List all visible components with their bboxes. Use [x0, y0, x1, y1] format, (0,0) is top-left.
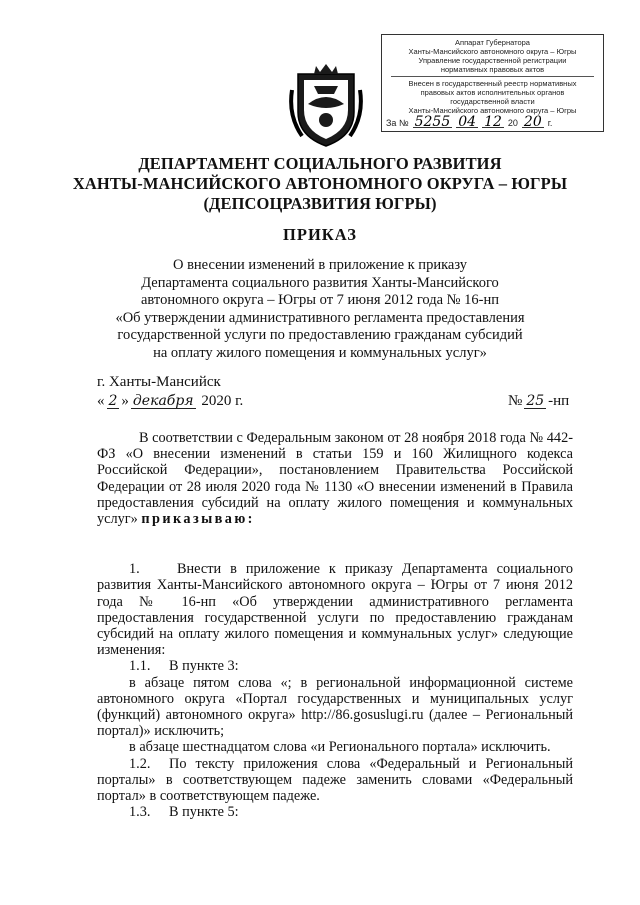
stamp-reg-year: 20 — [523, 114, 542, 130]
item-1-2-paragraph — [97, 756, 573, 805]
org-line: ДЕПАРТАМЕНТ СОЦИАЛЬНОГО РАЗВИТИЯ — [138, 154, 502, 173]
document-subject — [60, 257, 580, 363]
subject-line: автономного округа – Югры от 7 июня 2012 года № 16-нп — [141, 292, 499, 309]
document-type: ПРИКАЗ — [283, 225, 357, 244]
item-1-2-text: По тексту приложения слова «Федеральный и Региональный порталы» в соответствующем падеже заменить словами «Федеральный портал» в соответствующем падеже. — [97, 755, 573, 805]
date-close-quote: » — [121, 393, 129, 409]
item-1-1-paragraph — [97, 658, 573, 674]
stamp-reg-number: 5255 — [414, 114, 451, 130]
date-open-quote: « — [97, 393, 105, 409]
document-body — [97, 430, 573, 820]
stamp-reg-suffix: г. — [547, 118, 553, 128]
item-1-3-text: В пункте 5: — [169, 804, 239, 821]
stamp-registration-line — [386, 114, 553, 130]
spacer — [97, 544, 573, 561]
preamble-text: В соответствии с Федеральным законом от 28 ноября 2018 года № 442-ФЗ «О внесении изменений в статьи 159 и 160 Жилищного кодекса Российской Федерации», постановлением Правительства Российской Федерации от 28 июля 2020 года № 1130 «О внесении изменений в Правила предоставления субсидий на оплату жилого помещения и коммунальных услуг» — [97, 430, 573, 528]
item-1-2-number: 1.2. — [129, 755, 151, 772]
number-suffix: -нп — [548, 393, 570, 409]
document-date — [97, 393, 243, 410]
subject-line: Департамента социального развития Ханты-Мансийского — [141, 274, 499, 291]
stamp-reg-year-prefix: 20 — [507, 118, 518, 128]
coat-of-arms-icon — [284, 60, 368, 152]
item-1-1-subparagraph: в абзаце пятом слова «; в региональной информационной системе автономного округа «Портал государственных и муниципальных услуг (функций) автономного округа» http://86.gosuslugi.ru (далее – Региональный портал)» исключить; — [97, 674, 573, 740]
spacer — [97, 527, 573, 544]
subject-line: «Об утверждении административного регламента предоставления — [115, 309, 525, 326]
stamp-line: Управление государственной регистрации — [418, 56, 567, 65]
stamp-line: Ханты-Мансийского автономного округа – Югры — [408, 106, 577, 115]
stamp-line: нормативных правовых актов — [440, 65, 545, 74]
subject-line: О внесении изменений в приложение к приказу — [172, 257, 468, 273]
place-of-issue: г. Ханты-Мансийск — [97, 374, 221, 390]
item-1-text: Внести в приложение к приказу Департамента социального развития Ханты-Мансийского автономного округа – Югры от 7 июня 2012 года № 16-нп «Об утверждении административного регламента предоставления государственной услуги по предоставлению гражданам субсидий на оплату жилого помещения и коммунальных услуг» следующие изменения: — [97, 561, 573, 659]
item-1-1-subparagraph: в абзаце шестнадцатом слова «и Регионального портала» исключить. — [129, 739, 551, 756]
stamp-reg-day: 04 — [458, 114, 477, 130]
subject-line: государственной услуги по предоставлению гражданам субсидий — [117, 327, 523, 344]
item-1-3-paragraph — [97, 804, 573, 820]
order-word: приказываю: — [141, 511, 255, 528]
item-1-1-text: В пункте 3: — [169, 658, 239, 675]
item-1-paragraph — [97, 561, 573, 658]
item-1-1-number: 1.1. — [129, 658, 151, 675]
number-value: 25 — [526, 393, 545, 409]
number-prefix: № — [508, 393, 523, 409]
stamp-line: правовых актов исполнительных органов — [420, 88, 565, 97]
preamble-paragraph — [97, 430, 573, 527]
subject-line: на оплату жилого помещения и коммунальных услуг» — [153, 344, 487, 361]
date-year: 2020 г. — [201, 393, 244, 409]
registration-stamp — [381, 34, 604, 132]
org-line: ХАНТЫ-МАНСИЙСКОГО АВТОНОМНОГО ОКРУГА – ЮГРЫ — [72, 174, 568, 193]
date-month: декабря — [132, 393, 194, 409]
stamp-reg-month: 12 — [484, 114, 502, 130]
org-line: (ДЕПСОЦРАЗВИТИЯ ЮГРЫ) — [203, 194, 437, 213]
stamp-divider — [391, 76, 594, 77]
stamp-reg-prefix: За № — [386, 118, 409, 128]
organization-name — [60, 154, 580, 214]
stamp-line: Ханты-Мансийского автономного округа – Югры — [408, 47, 577, 56]
stamp-line: Внесен в государственный реестр нормативных — [408, 79, 577, 88]
item-1-3-number: 1.3. — [129, 804, 151, 821]
stamp-line: государственной власти — [450, 97, 535, 106]
date-day: 2 — [108, 393, 118, 409]
stamp-line: Аппарат Губернатора — [455, 38, 530, 47]
document-number — [508, 393, 569, 410]
item-1-number: 1. — [129, 561, 140, 578]
